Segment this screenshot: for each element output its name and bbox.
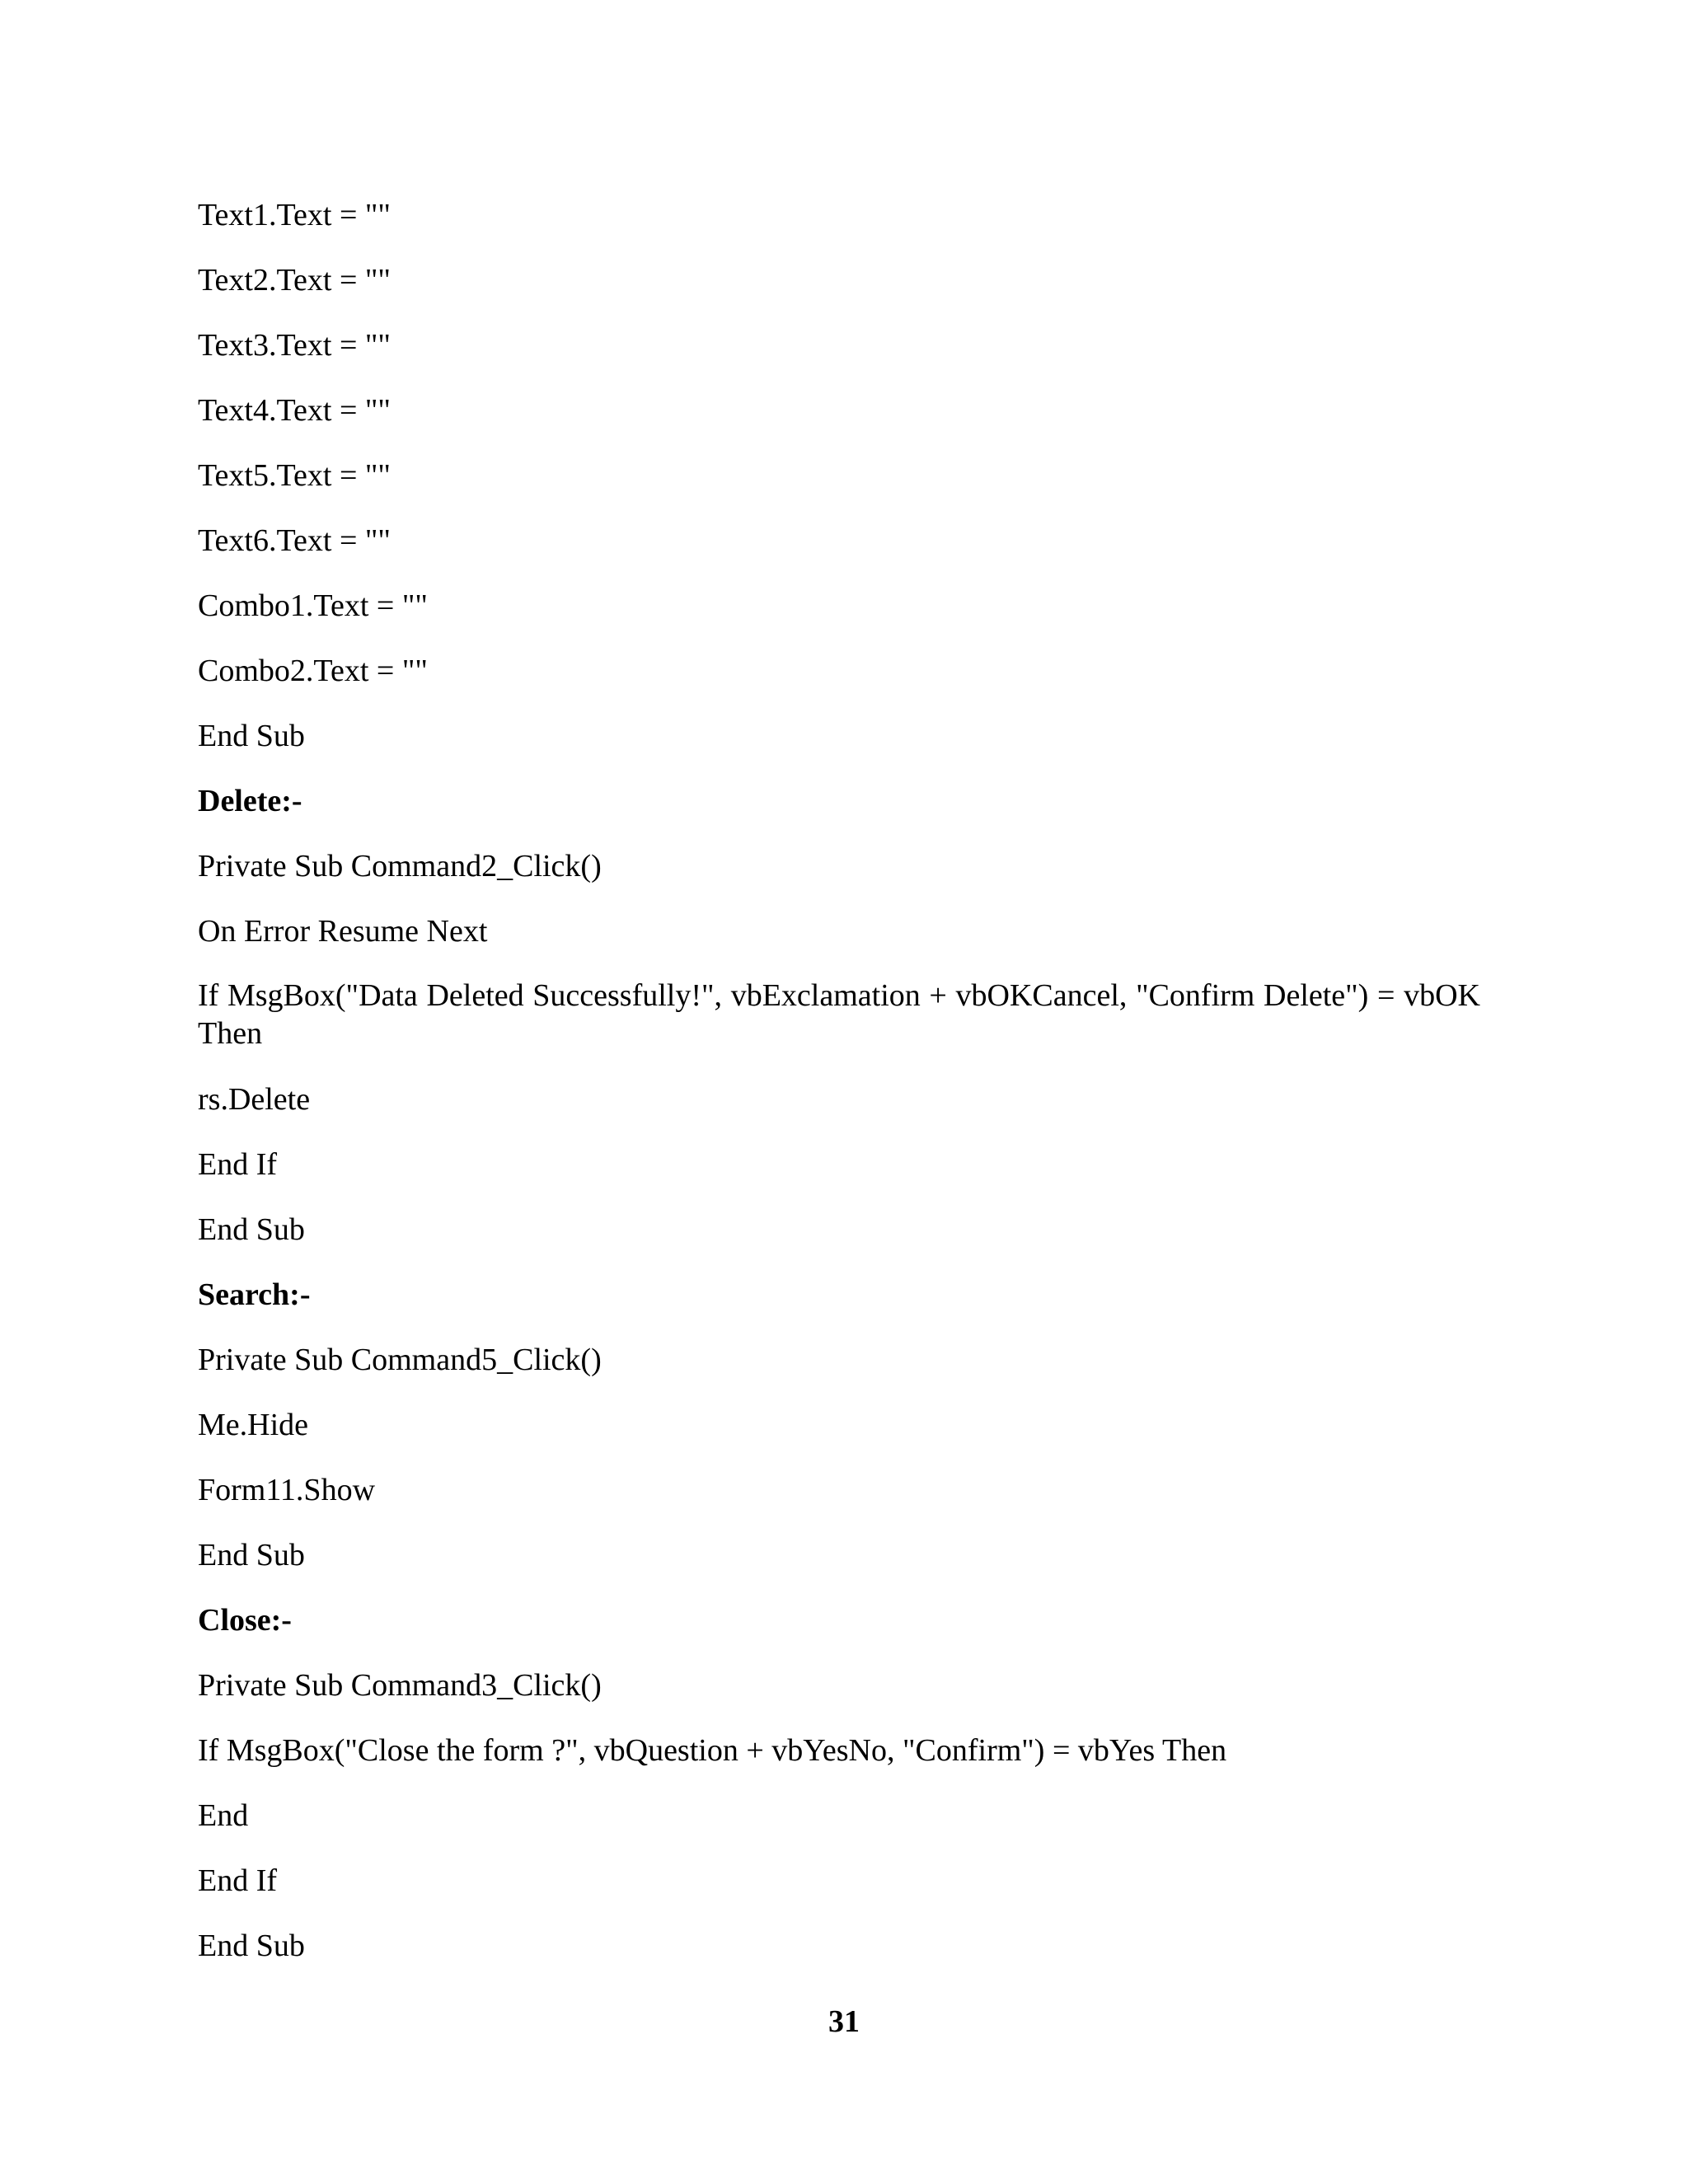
code-line: If MsgBox("Close the form ?", vbQuestion + vbYesNo, "Confirm") = vbYes Then: [198, 1733, 1227, 1768]
code-line: Combo2.Text = "": [198, 654, 428, 688]
code-line: End Sub: [198, 1538, 305, 1572]
code-line: Text6.Text = "": [198, 523, 391, 558]
code-line: Text2.Text = "": [198, 263, 391, 298]
code-line: End Sub: [198, 719, 305, 753]
code-line: Private Sub Command5_Click(): [198, 1343, 602, 1377]
code-line: rs.Delete: [198, 1082, 311, 1117]
code-line: End If: [198, 1147, 278, 1182]
code-line: On Error Resume Next: [198, 914, 488, 949]
code-line: Me.Hide: [198, 1408, 309, 1442]
code-line: End Sub: [198, 1929, 305, 1963]
code-line: Text1.Text = "": [198, 198, 391, 232]
page-number: 31: [828, 2004, 860, 2039]
code-line: Text3.Text = "": [198, 328, 391, 363]
code-line: End If: [198, 1863, 278, 1898]
code-line: Text5.Text = "": [198, 458, 391, 493]
code-line: Text4.Text = "": [198, 393, 391, 428]
code-line: Private Sub Command3_Click(): [198, 1668, 602, 1703]
section-heading-search: Search:-: [198, 1277, 311, 1312]
code-line: Private Sub Command2_Click(): [198, 849, 602, 883]
code-line: Combo1.Text = "": [198, 588, 428, 623]
code-line: End: [198, 1798, 249, 1833]
code-line: End Sub: [198, 1212, 305, 1247]
code-line-wrapped: If MsgBox("Data Deleted Successfully!", vbExclamation + vbOKCancel, "Confirm Delete") = vbOK Then: [198, 978, 1480, 1051]
section-heading-delete: Delete:-: [198, 784, 302, 818]
section-heading-close: Close:-: [198, 1603, 292, 1638]
code-line: Form11.Show: [198, 1473, 376, 1507]
